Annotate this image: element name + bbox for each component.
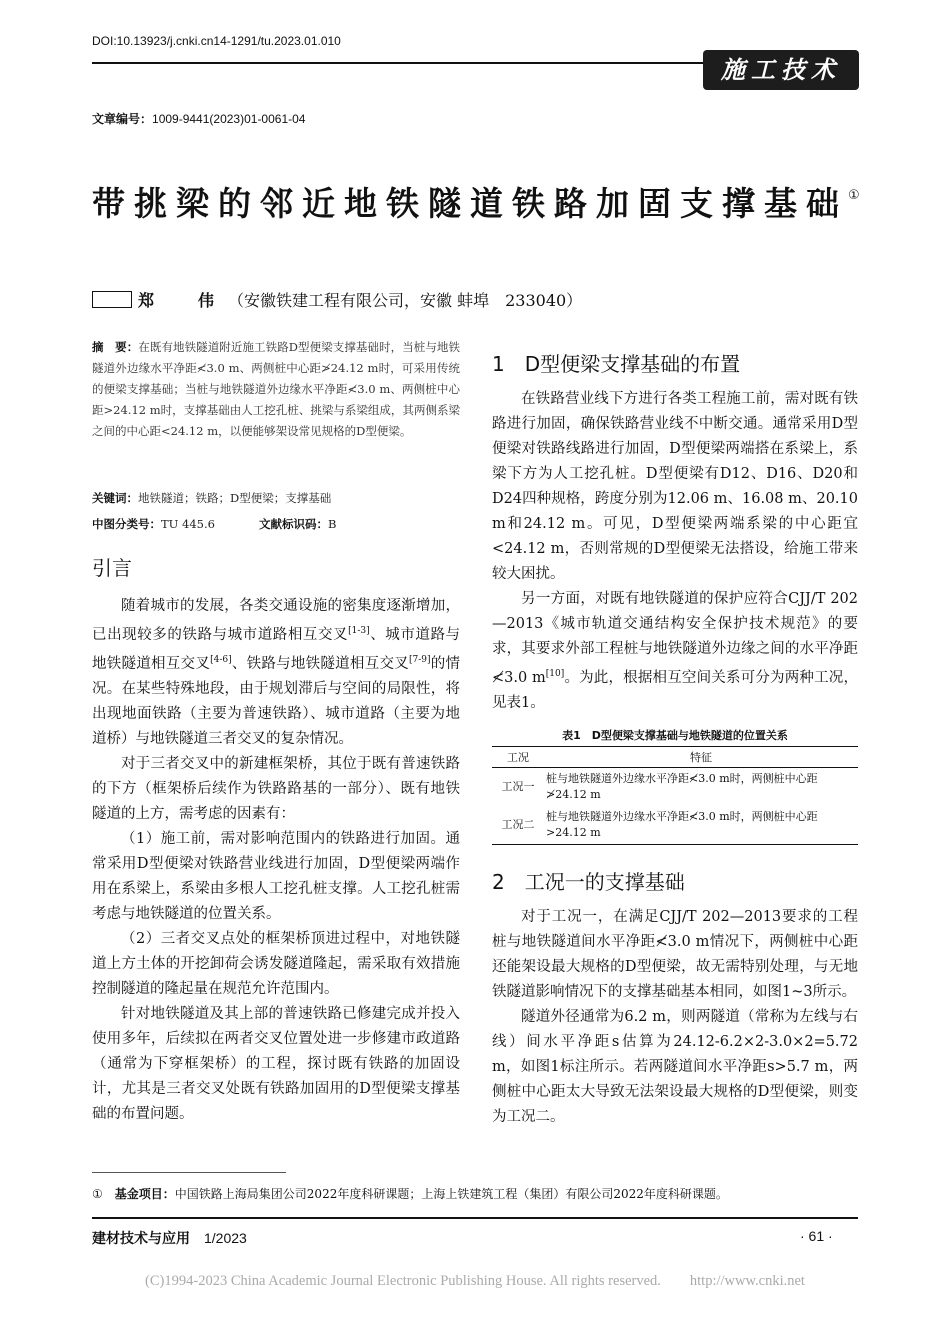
table — [492, 746, 858, 845]
abstract-text: 在既有地铁隧道附近施工铁路D型便梁支撑基础时，当桩与地铁隧道外边缘水平净距≮3.0 m、两侧桩中心距≯24.12 m时，可采用传统的便梁支撑基础；当桩与地铁隧道外边缘水平净距≮3.0 m、两侧桩中心距>24.12 m时，支撑基础由人工挖孔桩、挑梁与系梁组成，其两侧系梁之间的中心距<24.12 m，以便能够架设常见规格的D型便梁。 — [92, 340, 461, 438]
article-number-label: 文章编号： — [92, 112, 153, 126]
citation: [10] — [545, 669, 565, 679]
copyright-notice: (C)1994-2023 China Academic Journal Electronic Publishing House. All rights reserved. http://www.cnki.net — [145, 1273, 805, 1289]
intro-body — [92, 594, 460, 1127]
classification — [92, 514, 460, 534]
intro-paragraph: 对于三者交叉中的新建框架桥，其位于既有普速铁路的下方（框架桥后续作为铁路路基的一部分）、既有地铁隧道的上方，需考虑的因素有： — [92, 755, 460, 822]
footer-rule — [92, 1217, 858, 1219]
table-cell-case: 工况二 — [492, 806, 544, 845]
citation: [4-6] — [210, 654, 232, 665]
article-number-value: 1009-9441(2023)01-0061-04 — [152, 112, 306, 126]
footnote — [92, 1185, 728, 1202]
citation: [7-9] — [408, 654, 431, 665]
citation: [1-3] — [348, 626, 370, 636]
author-name: 郑 伟 — [138, 291, 229, 310]
section2-paragraph: 隧道外径通常为6.2 m，则两隧道（常称为左线与右线）间水平净距s估算为24.12-6.2×2-3.0×2=5.72 m，如图1标注所示。若两隧道间水平净距s>5.7 m，两侧桩中心距太大导致无法架设最大规格的D型便梁，则变为工况二。 — [492, 1009, 858, 1125]
doc-code-value: B — [327, 517, 337, 531]
title-footnote-mark: ① — [848, 188, 860, 203]
article-number — [92, 110, 305, 127]
table-row — [492, 806, 858, 845]
clc-label: 中图分类号： — [92, 517, 161, 531]
abstract-label: 摘 要： — [92, 340, 139, 354]
section1-paragraph: 在铁路营业线下方进行各类工程施工前，需对既有铁路进行加固，确保铁路营业线不中断交通。通常采用D型便梁对铁路线路进行加固，D型便梁两端搭在系梁上，系梁下方为人工挖孔桩。D型便梁有D12、D16、D20和D24四种规格，跨度分别为12.06 m、16.08 m、20.10 m和24.12 m。可见，D型便梁两端系梁的中心距宜<24.12 m，否则常规的D型便梁无法搭设，给施工带来较大困扰。 — [492, 391, 858, 582]
footnote-mark: ① — [92, 1187, 103, 1201]
paper-title-text: 带挑梁的邻近地铁隧道铁路加固支撑基础 — [92, 184, 848, 223]
section2-body — [492, 905, 858, 1130]
table-header-feature: 特征 — [544, 747, 858, 768]
column-tag: 施工技术 — [703, 50, 859, 90]
footnote-rule — [92, 1172, 286, 1173]
section2-paragraph: 对于工况一，在满足CJJ/T 202—2013要求的工程桩与地铁隧道间水平净距≮3.0 m情况下，两侧桩中心距还能架设最大规格的D型便梁，故无需特别处理，与无地铁隧道影响情况下的支撑基础基本相同，如图1~3所示。 — [492, 909, 858, 1000]
page-number: · 61 · — [800, 1228, 833, 1244]
table-header-case: 工况 — [492, 747, 544, 768]
table-title: 表1 D型便梁支撑基础与地铁隧道的位置关系 — [562, 729, 788, 742]
keywords-label: 关键词： — [92, 491, 138, 505]
keywords — [92, 488, 460, 508]
paper-title — [92, 178, 860, 225]
section1-heading: 1 D型便梁支撑基础的布置 — [492, 352, 741, 376]
section2-heading: 2 工况一的支撑基础 — [492, 870, 685, 894]
intro-paragraph: 随着城市的发展，各类交通设施的密集度逐渐增加，已出现较多的铁路与城市道路相互交叉[1-3]、城市道路与地铁隧道相互交叉[4-6]、铁路与地铁隧道相互交叉[7-9]的情况。在某些特殊地段，由于规划滞后与空间的局限性，将出现地面铁路（主要为普速铁路）、城市道路（主要为地道桥）与地铁隧道三者交叉的复杂情况。 — [92, 598, 461, 747]
section1-paragraph: 另一方面，对既有地铁隧道的保护应符合CJJ/T 202—2013《城市轨道交通结构安全保护技术规范》的要求，其要求外部工程桩与地铁隧道外边缘之间的水平净距≮3.0 m[10]。为此，根据相互空间关系可分为两种工况，见表1。 — [492, 591, 858, 711]
section1-body — [492, 387, 858, 716]
keywords-text: 地铁隧道；铁路；D型便梁；支撑基础 — [138, 491, 332, 505]
table-cell-feature: 桩与地铁隧道外边缘水平净距≮3.0 m时，两侧桩中心距>24.12 m — [544, 806, 858, 845]
doi: DOI:10.13923/j.cnki.cn14-1291/tu.2023.01.010 — [92, 34, 341, 48]
table-cell-case: 工况一 — [501, 780, 535, 793]
footnote-label: 基金项目： — [114, 1187, 175, 1201]
journal-name: 建材技术与应用 — [92, 1230, 190, 1246]
table-row — [492, 768, 858, 807]
journal-info — [92, 1228, 247, 1248]
abstract — [92, 337, 460, 442]
footnote-text: 中国铁路上海局集团公司2022年度科研课题；上海上铁建筑工程（集团）有限公司2022年度科研课题。 — [174, 1187, 728, 1201]
table-cell-feature: 桩与地铁隧道外边缘水平净距≮3.0 m时，两侧桩中心距≯24.12 m — [546, 772, 818, 801]
intro-paragraph: （2）三者交叉点处的框架桥顶进过程中，对地铁隧道上方土体的开挖卸荷会诱发隧道隆起，需采取有效措施控制隧道的隆起量在规范允许范围内。 — [92, 930, 460, 997]
clc-value: TU 445.6 — [161, 517, 215, 531]
journal-issue: 1/2023 — [204, 1230, 247, 1246]
intro-heading: 引言 — [92, 556, 132, 580]
intro-paragraph: 针对地铁隧道及其上部的普速铁路已修建完成并投入使用多年，后续拟在两者交叉位置处进一步修建市政道路（通常为下穿框架桥）的工程，探讨既有铁路的加固设计，尤其是三者交叉处既有铁路加固用的D型便梁支撑基础的布置问题。 — [92, 1005, 460, 1122]
table-header-row — [492, 747, 858, 768]
doc-code-label: 文献标识码： — [258, 517, 328, 531]
author-line — [92, 288, 582, 311]
intro-paragraph: （1）施工前，需对影响范围内的铁路进行加固。通常采用D型便梁对铁路营业线进行加固，D型便梁两端作用在系梁上，系梁由多根人工挖孔桩支撑。人工挖孔桩需考虑与地铁隧道的位置关系。 — [92, 830, 460, 922]
author-affiliation: （安徽铁建工程有限公司，安徽 蚌埠 233040） — [228, 291, 583, 310]
author-box — [92, 291, 132, 308]
